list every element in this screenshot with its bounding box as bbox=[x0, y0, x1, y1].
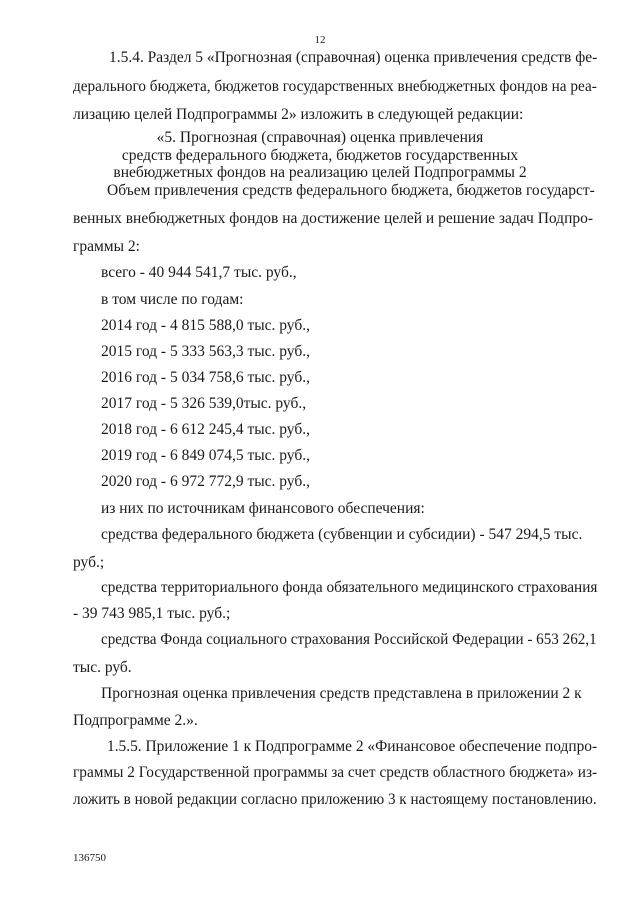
by-years-label: в том числе по годам: bbox=[101, 291, 244, 308]
heading-line-2: средств федерального бюджета, бюджетов государственных bbox=[121, 147, 519, 164]
page-number: 12 bbox=[314, 34, 326, 46]
year-row-2020: 2020 год - 6 972 772,9 тыс. руб., bbox=[101, 473, 310, 490]
fss-source-line-1: средства Фонда социального страхования Российской Федерации - 653 262,1 bbox=[101, 631, 597, 648]
heading-line-1: «5. Прогнозная (справочная) оценка привлечения bbox=[156, 129, 484, 146]
intro-line-2: венных внебюджетных фондов на достижение целей и решение задач Подпро- bbox=[73, 210, 594, 227]
oms-source-line-1: средства территориального фонда обязательного медицинского страхования bbox=[101, 579, 598, 596]
section-1-5-5-line-1: 1.5.5. Приложение 1 к Подпрограмме 2 «Финансовое обеспечение подпро- bbox=[107, 738, 598, 755]
section-1-5-5-line-3: ложить в новой редакции согласно приложению 3 к настоящему постановлению. bbox=[73, 791, 597, 808]
fss-source-line-2: тыс. руб. bbox=[73, 659, 132, 676]
section-1-5-4-line-3: лизацию целей Подпрограммы 2» изложить в следующей редакции: bbox=[73, 106, 524, 123]
document-code: 136750 bbox=[73, 852, 106, 864]
year-row-2018: 2018 год - 6 612 245,4 тыс. руб., bbox=[101, 421, 310, 438]
year-row-2017: 2017 год - 5 326 539,0тыс. руб., bbox=[101, 395, 307, 412]
sources-label: из них по источникам финансового обеспечения: bbox=[101, 500, 425, 517]
federal-source-line-2: руб.; bbox=[73, 554, 105, 571]
section-1-5-4-line-2: дерального бюджета, бюджетов государственных внебюджетных фондов на реа- bbox=[73, 78, 597, 95]
appendix-note-line-2: Подпрограмме 2.». bbox=[73, 712, 198, 729]
section-1-5-5-line-2: граммы 2 Государственной программы за счет средств областного бюджета» из- bbox=[73, 764, 598, 781]
section-1-5-4-line-1: 1.5.4. Раздел 5 «Прогнозная (справочная) оценка привлечения средств фе- bbox=[109, 49, 598, 66]
year-row-2014: 2014 год - 4 815 588,0 тыс. руб., bbox=[101, 317, 310, 334]
year-row-2019: 2019 год - 6 849 074,5 тыс. руб., bbox=[101, 447, 310, 464]
intro-line-3: граммы 2: bbox=[73, 238, 140, 255]
year-row-2015: 2015 год - 5 333 563,3 тыс. руб., bbox=[101, 343, 310, 360]
oms-source-line-2: - 39 743 985,1 тыс. руб.; bbox=[73, 605, 231, 622]
heading-line-3: внебюджетных фондов на реализацию целей Подпрограммы 2 bbox=[113, 164, 527, 181]
year-row-2016: 2016 год - 5 034 758,6 тыс. руб., bbox=[101, 369, 310, 386]
federal-source-line-1: средства федерального бюджета (субвенции и субсидии) - 547 294,5 тыс. bbox=[101, 526, 583, 543]
appendix-note-line-1: Прогнозная оценка привлечения средств представлена в приложении 2 к bbox=[101, 685, 582, 702]
total-amount: всего - 40 944 541,7 тыс. руб., bbox=[101, 264, 297, 281]
intro-line-1: Объем привлечения средств федерального бюджета, бюджетов государст- bbox=[107, 182, 595, 199]
